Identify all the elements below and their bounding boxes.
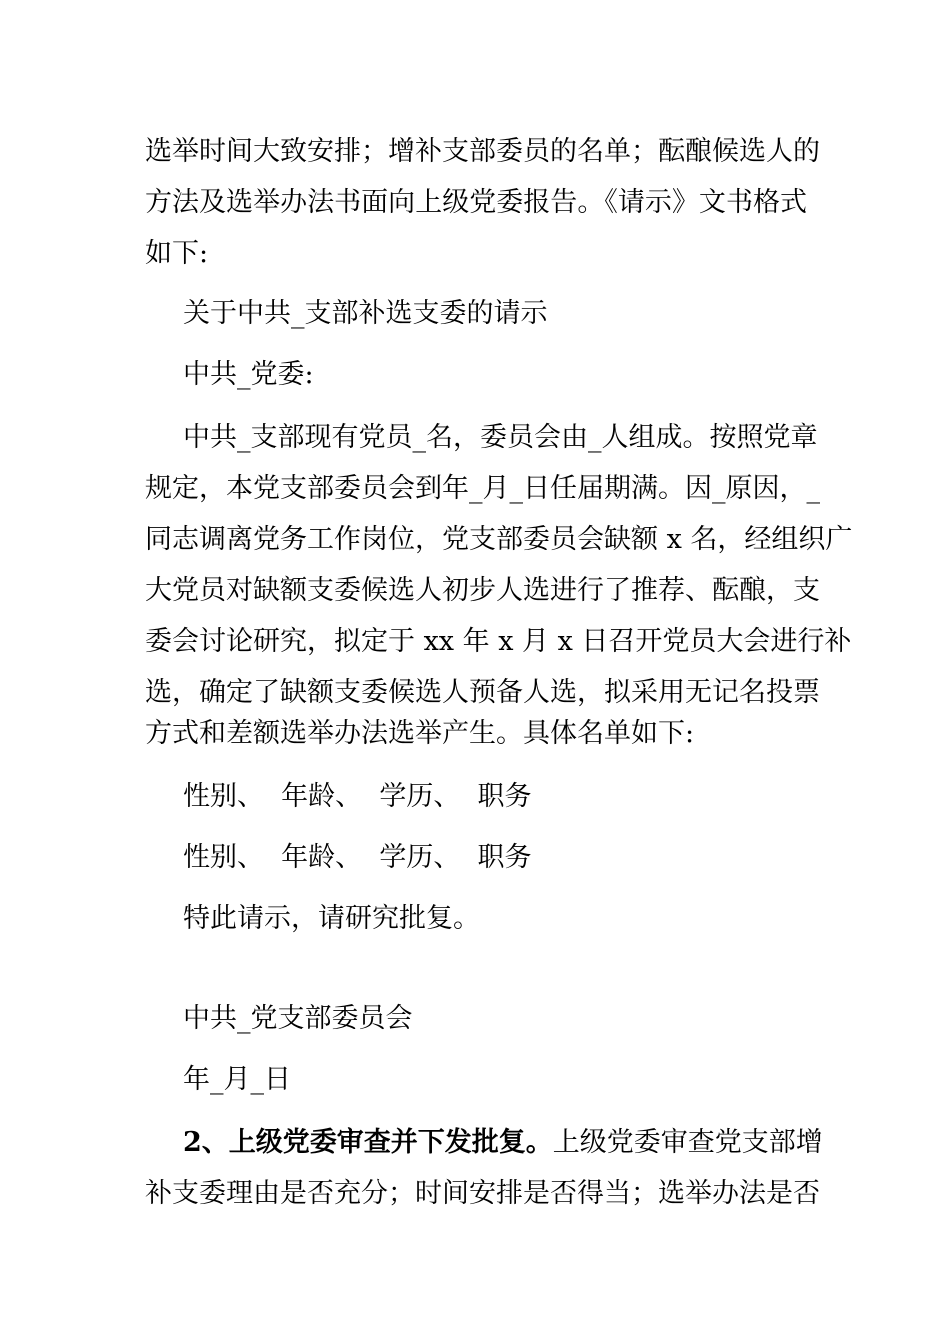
body-text-line: 中共_支部现有党员_名，委员会由_人组成。按照党章 — [183, 422, 818, 453]
signature-date: 年_月_日 — [183, 1064, 291, 1095]
body-text-line: 同志调离党务工作岗位，党支部委员会缺额 x 名，经组织广 — [145, 524, 853, 555]
body-text-line: 规定，本党支部委员会到年_月_日任届期满。因_原因，_ — [145, 473, 820, 504]
section-2-heading: 2、上级党委审查并下发批复。 — [183, 1127, 553, 1158]
body-text-line: 方法及选举办法书面向上级党委报告。《请示》文书格式 — [145, 187, 807, 218]
section-2-text: 上级党委审查党支部增 — [552, 1127, 823, 1158]
body-text-line: 大党员对缺额支委候选人初步人选进行了推荐、酝酿，支 — [145, 575, 820, 606]
candidate-row: 性别、 年龄、 学历、 职务 — [183, 781, 532, 812]
signature-org: 中共_党支部委员会 — [183, 1003, 413, 1034]
body-text-line: 选举时间大致安排；增补支部委员的名单；酝酿候选人的 — [145, 136, 820, 167]
section-2-line — [183, 1125, 823, 1161]
body-text-line: 如下: — [145, 238, 209, 269]
closing-line: 特此请示，请研究批复。 — [183, 903, 480, 934]
recipient-line: 中共_党委: — [183, 359, 314, 390]
body-text-line: 方式和差额选举办法选举产生。具体名单如下: — [145, 718, 695, 749]
request-title: 关于中共_支部补选支委的请示 — [183, 298, 548, 329]
body-text-line: 补支委理由是否充分；时间安排是否得当；选举办法是否 — [145, 1178, 820, 1209]
body-text-line: 选，确定了缺额支委候选人预备人选，拟采用无记名投票 — [145, 677, 820, 708]
body-text-line: 委会讨论研究，拟定于 xx 年 x 月 x 日召开党员大会进行补 — [145, 626, 852, 657]
candidate-row: 性别、 年龄、 学历、 职务 — [183, 842, 532, 873]
